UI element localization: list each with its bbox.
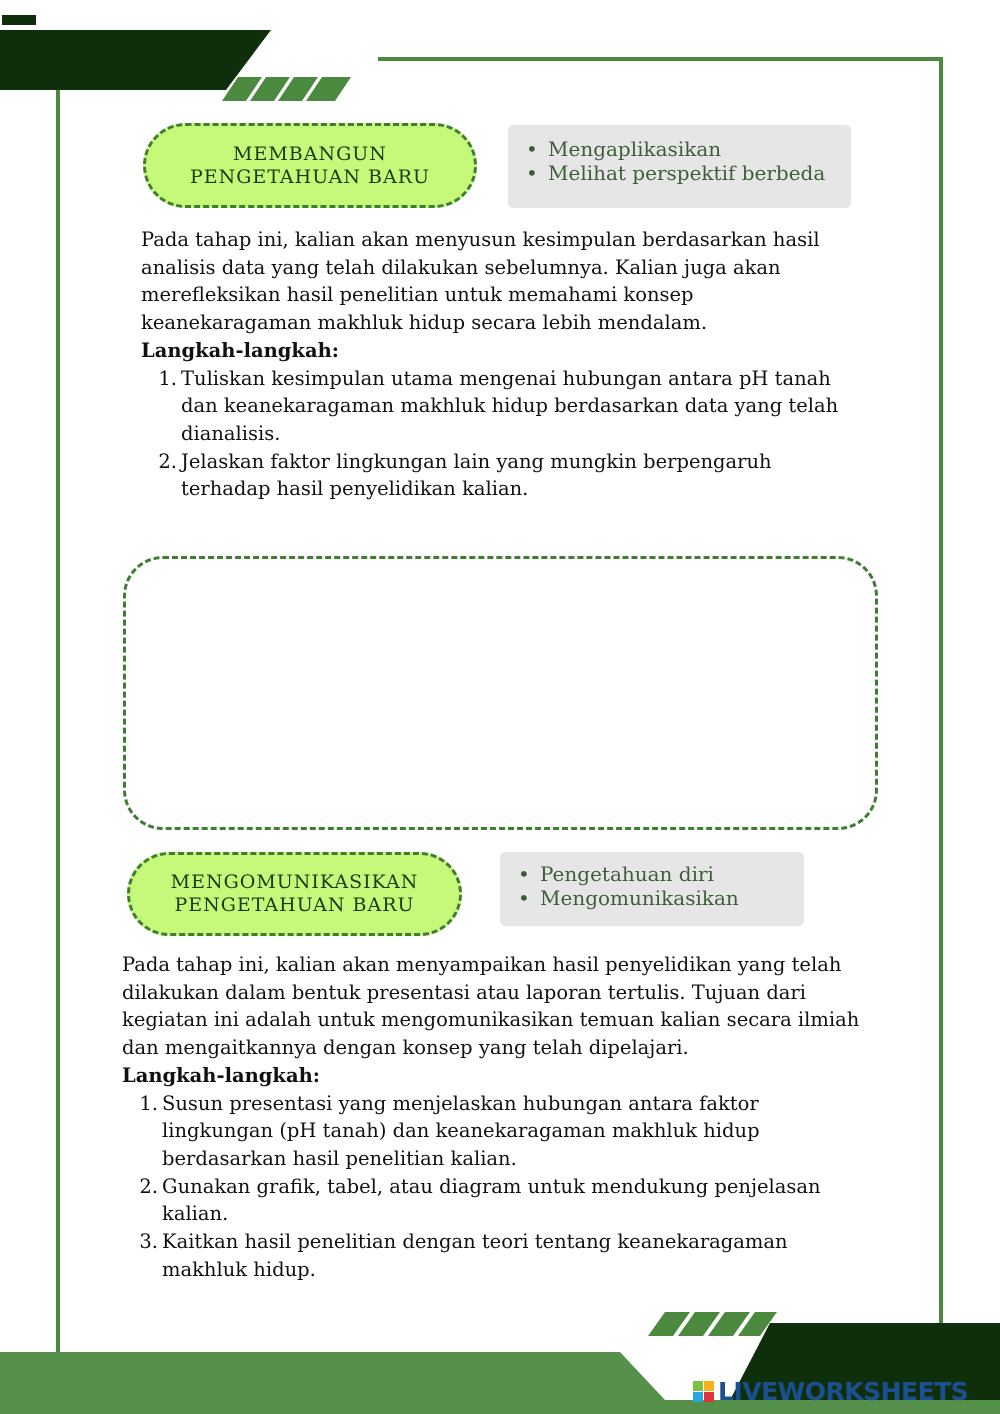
- section2-skills-box: [500, 852, 804, 926]
- skill-item: • Mengaplikasikan: [526, 137, 851, 161]
- step-item: 2. Gunakan grafik, tabel, atau diagram untuk mendukung penjelasan kalian.: [139, 1174, 821, 1226]
- section2-steps: [122, 1090, 867, 1284]
- section1-title-badge: [143, 123, 477, 208]
- skill-item: • Mengomunikasikan: [518, 886, 804, 910]
- section1-title-line2: PENGETAHUAN BARU: [189, 165, 431, 188]
- section2-intro: Pada tahap ini, kalian akan menyampaikan hasil penyelidikan yang telah dilakukan dalam bentuk presentasi atau laporan tertulis. Tujuan dari kegiatan ini adalah untuk mengomunikasikan temuan kalian secara ilmiah dan mengaitkannya dengan konsep yang telah dipelajari.: [122, 953, 860, 1060]
- section2-steps-heading: Langkah-langkah:: [122, 1063, 320, 1087]
- section1-intro: Pada tahap ini, kalian akan menyusun kesimpulan berdasarkan hasil analisis data yang telah dilakukan sebelumnya. Kalian juga akan merefleksikan hasil penelitian untuk memahami konsep keanekaragaman makhluk hidup secara lebih mendalam.: [141, 228, 820, 335]
- step-item: 2. Jelaskan faktor lingkungan lain yang mungkin berpengaruh terhadap hasil penyelidikan kalian.: [158, 449, 772, 501]
- logo-icon: [693, 1381, 714, 1402]
- step-item: 1. Tuliskan kesimpulan utama mengenai hubungan antara pH tanah dan keanekaragaman makhluk hidup berdasarkan data yang telah dianalisis.: [158, 366, 839, 445]
- answer-area[interactable]: [123, 556, 878, 830]
- section1-steps-heading: Langkah-langkah:: [141, 338, 339, 362]
- step-item: 1. Susun presentasi yang menjelaskan hubungan antara faktor lingkungan (pH tanah) dan keanekaragaman makhluk hidup berdasarkan hasil penelitian kalian.: [139, 1091, 760, 1170]
- section1-steps: [141, 365, 866, 504]
- skill-item: • Pengetahuan diri: [518, 862, 804, 886]
- section1-skills-box: [508, 125, 851, 208]
- frame-left-line: [56, 90, 60, 1352]
- footer-stripes: [648, 1312, 777, 1336]
- section1-body: [141, 226, 866, 503]
- skill-item: • Melihat perspektif berbeda: [526, 161, 851, 185]
- section2-body: [122, 951, 867, 1283]
- header-banner: [0, 0, 1000, 110]
- section2-title-line1: MENGOMUNIKASIKAN: [170, 871, 419, 893]
- frame-right-line: [939, 57, 943, 1327]
- frame-top-line: [378, 57, 943, 61]
- step-item: 3. Kaitkan hasil penelitian dengan teori tentang keanekaragaman makhluk hidup.: [139, 1230, 788, 1281]
- logo-text: LIVEWORKSHEETS: [718, 1377, 969, 1406]
- header-stripes: [222, 77, 351, 101]
- section2-title-line2: PENGETAHUAN BARU: [174, 894, 415, 916]
- liveworksheets-logo: [693, 1377, 968, 1406]
- section1-title-line1: MEMBANGUN: [233, 142, 387, 165]
- section2-title-badge: [127, 852, 462, 936]
